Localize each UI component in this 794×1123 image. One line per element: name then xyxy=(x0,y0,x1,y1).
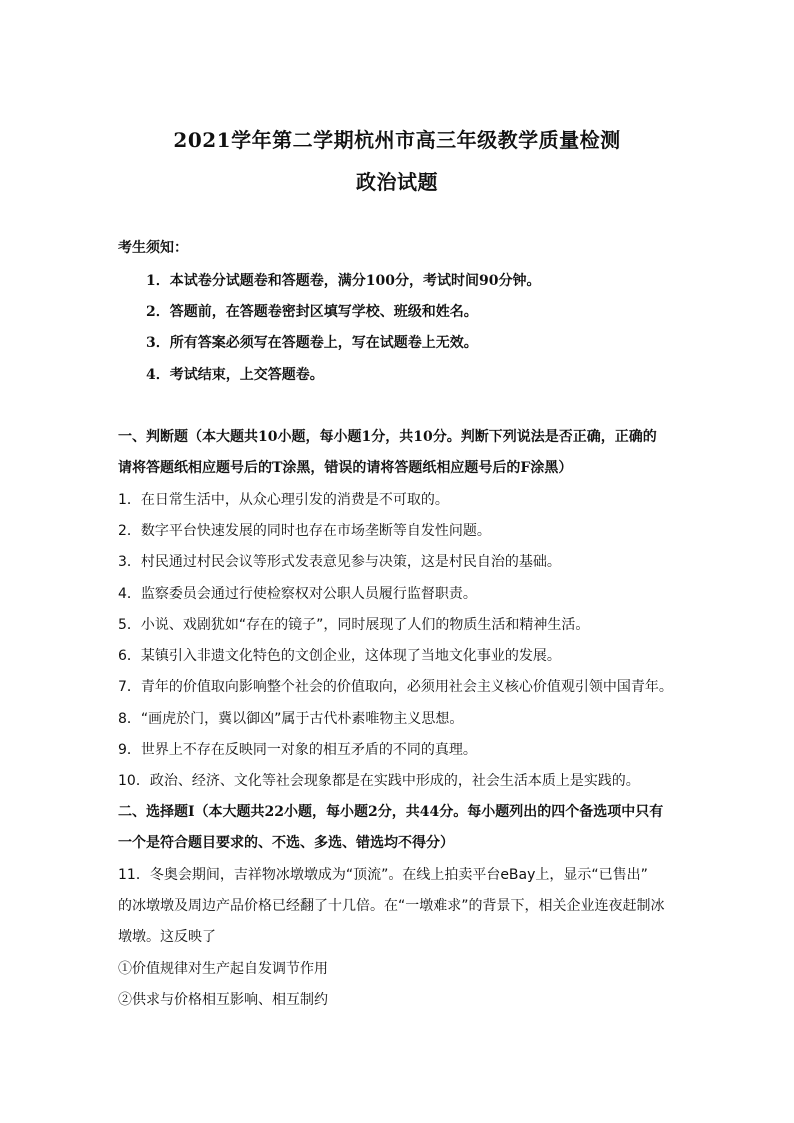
question-item: 4．监察委员会通过行使检察权对公职人员履行监督职责。 xyxy=(118,586,477,602)
question-11-line: 墩墩。这反映了 xyxy=(118,929,216,945)
question-item: 7．青年的价值取向影响整个社会的价值取向，必须用社会主义核心价值观引领中国青年。 xyxy=(118,679,673,695)
question-item: 3．村民通过村民会议等形式发表意见参与决策，这是村民自治的基础。 xyxy=(118,554,561,570)
notice-item: 4．考试结束，上交答题卷。 xyxy=(146,367,324,383)
question-item: 1．在日常生活中，从众心理引发的消费是不可取的。 xyxy=(118,492,449,508)
notice-item: 3．所有答案必须写在答题卷上，写在试题卷上无效。 xyxy=(146,335,478,351)
question-item: 6．某镇引入非遗文化特色的文创企业，这体现了当地文化事业的发展。 xyxy=(118,648,561,664)
section2-heading-cont: 一个是符合题目要求的、不选、多选、错选均不得分） xyxy=(118,835,454,851)
question-11-line: 11．冬奥会期间，吉祥物冰墩墩成为“顶流”。在线上拍卖平台eBay上，显示“已售出” xyxy=(118,867,648,883)
exam-subject: 政治试题 xyxy=(356,170,438,194)
question-11-line: 的冰墩墩及周边产品价格已经翻了十几倍。在“一墩难求”的背景下，相关企业连夜赶制冰 xyxy=(118,898,665,914)
question-item: 10．政治、经济、文化等社会现象都是在实践中形成的，社会生活本质上是实践的。 xyxy=(118,773,640,789)
question-item: 9．世界上不存在反映同一对象的相互矛盾的不同的真理。 xyxy=(118,742,477,758)
section1-heading-cont: 请将答题纸相应题号后的T涂黑，错误的请将答题纸相应题号后的F涂黑） xyxy=(118,460,573,476)
option-item: ①价值规律对生产起自发调节作用 xyxy=(118,961,328,977)
option-item: ②供求与价格相互影响、相互制约 xyxy=(118,992,328,1008)
question-item: 8．“画虎於门，冀以御凶”属于古代朴素唯物主义思想。 xyxy=(118,711,464,727)
section1-heading: 一、判断题（本大题共10小题，每小题1分，共10分。判断下列说法是否正确，正确的 xyxy=(118,429,657,445)
question-item: 2．数字平台快速发展的同时也存在市场垄断等自发性问题。 xyxy=(118,523,491,539)
notice-item: 2．答题前，在答题卷密封区填写学校、班级和姓名。 xyxy=(146,304,478,320)
question-item: 5．小说、戏剧犹如“存在的镜子”，同时展现了人们的物质生活和精神生活。 xyxy=(118,617,590,633)
notice-item: 1．本试卷分试题卷和答题卷，满分100分，考试时间90分钟。 xyxy=(146,273,541,289)
section2-heading: 二、选择题Ⅰ（本大题共22小题，每小题2分，共44分。每小题列出的四个备选项中只有 xyxy=(118,804,664,820)
exam-title: 2021学年第二学期杭州市高三年级教学质量检测 xyxy=(173,128,621,152)
notice-heading: 考生须知： xyxy=(118,240,188,256)
